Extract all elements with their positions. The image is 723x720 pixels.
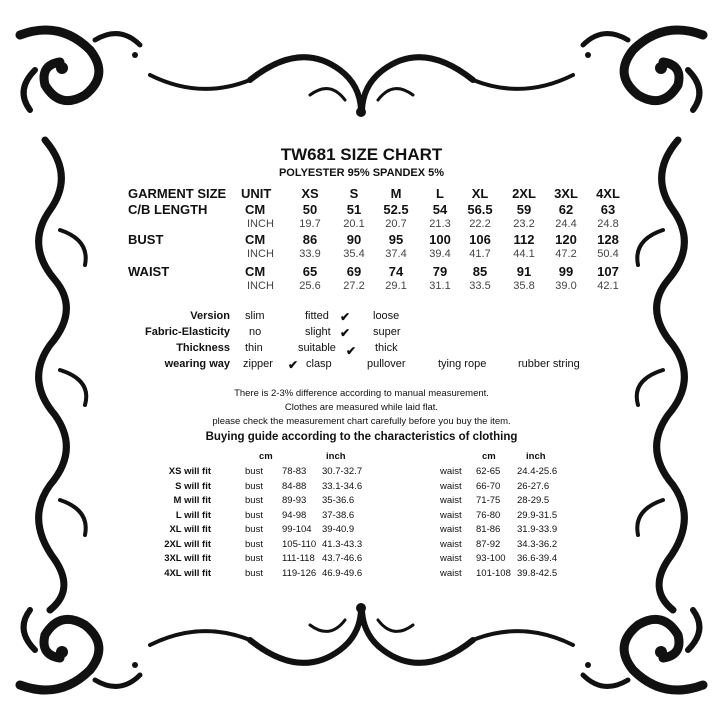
guide-bust-inch: 46.9-49.6 bbox=[322, 567, 363, 579]
size-inch-value: 39.4 bbox=[429, 248, 451, 260]
size-row-label: C/B LENGTH bbox=[128, 202, 208, 217]
size-column-header: M bbox=[390, 186, 402, 201]
guide-waist-label: waist bbox=[440, 553, 462, 564]
right-side-ornament bbox=[637, 140, 685, 610]
page-title: TW681 SIZE CHART bbox=[280, 145, 443, 164]
attribute-label: Thickness bbox=[176, 342, 230, 354]
size-inch-value: 47.2 bbox=[555, 248, 577, 260]
size-table-unit-label: UNIT bbox=[241, 186, 272, 201]
attribute-option: thin bbox=[245, 342, 263, 354]
size-column-header: 2XL bbox=[512, 186, 536, 201]
size-inch-value: 50.4 bbox=[597, 248, 619, 260]
unit-cm-label: CM bbox=[245, 264, 266, 279]
note-line: There is 2-3% difference according to manual measurement. bbox=[234, 388, 489, 399]
size-inch-value: 25.6 bbox=[299, 280, 321, 292]
left-side-ornament bbox=[39, 140, 87, 610]
attribute-option: pullover bbox=[367, 358, 406, 370]
guide-cm-header: cm bbox=[259, 451, 273, 462]
size-inch-value: 33.5 bbox=[469, 280, 491, 292]
guide-fit-label: S will fit bbox=[175, 480, 211, 492]
guide-waist-inch: 24.4-25.6 bbox=[517, 466, 558, 477]
check-icon: ✔ bbox=[340, 326, 351, 340]
size-inch-value: 31.1 bbox=[429, 280, 451, 292]
guide-waist-cm: 76-80 bbox=[476, 509, 501, 521]
size-inch-value: 23.2 bbox=[513, 218, 535, 230]
unit-cm-label: CM bbox=[245, 232, 266, 247]
attribute-label: Version bbox=[190, 310, 230, 322]
guide-waist-cm: 81-86 bbox=[476, 524, 501, 535]
corner-ornament-bottom-left bbox=[20, 610, 140, 690]
size-cm-value: 85 bbox=[472, 264, 488, 279]
unit-inch-label: INCH bbox=[247, 280, 274, 292]
size-inch-value: 35.8 bbox=[513, 280, 535, 292]
size-cm-value: 74 bbox=[388, 264, 404, 279]
guide-bust-label: bust bbox=[245, 567, 263, 579]
guide-bust-inch: 35-36.6 bbox=[322, 495, 355, 506]
guide-waist-inch: 28-29.5 bbox=[517, 495, 550, 506]
guide-waist-label: waist bbox=[440, 480, 462, 492]
attribute-option: zipper bbox=[243, 358, 273, 370]
unit-cm-label: CM bbox=[245, 202, 266, 217]
size-inch-value: 20.1 bbox=[343, 218, 365, 230]
guide-bust-cm: 78-83 bbox=[282, 466, 307, 477]
size-cm-value: 128 bbox=[597, 232, 619, 247]
top-center-ornament bbox=[150, 57, 573, 110]
guide-cm-header: cm bbox=[482, 451, 496, 462]
guide-bust-label: bust bbox=[245, 524, 263, 535]
guide-waist-label: waist bbox=[440, 495, 462, 506]
size-inch-value: 22.2 bbox=[469, 218, 491, 230]
guide-waist-label: waist bbox=[440, 466, 462, 477]
size-column-header: L bbox=[436, 186, 444, 201]
corner-ornament-top-right bbox=[583, 30, 703, 110]
size-column-header: 3XL bbox=[554, 186, 578, 201]
size-cm-value: 65 bbox=[302, 264, 318, 279]
guide-bust-label: bust bbox=[245, 538, 263, 550]
size-inch-value: 41.7 bbox=[469, 248, 491, 260]
guide-waist-label: waist bbox=[440, 509, 462, 521]
size-cm-value: 106 bbox=[469, 232, 491, 247]
guide-bust-cm: 99-104 bbox=[282, 524, 312, 535]
size-inch-value: 27.2 bbox=[343, 280, 365, 292]
guide-bust-label: bust bbox=[245, 553, 263, 564]
note-line: please check the measurement chart carefully before you buy the item. bbox=[212, 416, 511, 427]
guide-bust-inch: 33.1-34.6 bbox=[322, 480, 363, 492]
guide-waist-cm: 101-108 bbox=[476, 567, 511, 579]
guide-waist-cm: 87-92 bbox=[476, 538, 501, 550]
check-icon: ✔ bbox=[340, 310, 351, 324]
size-cm-value: 63 bbox=[600, 202, 616, 217]
size-column-header: S bbox=[349, 186, 359, 201]
guide-title: Buying guide according to the characteristics of clothing bbox=[205, 431, 518, 443]
check-icon: ✔ bbox=[288, 358, 299, 372]
size-table-header-label: GARMENT SIZE bbox=[128, 186, 227, 201]
size-cm-value: 100 bbox=[429, 232, 451, 247]
guide-waist-inch: 34.3-36.2 bbox=[517, 538, 558, 550]
guide-bust-cm: 89-93 bbox=[282, 495, 307, 506]
guide-waist-cm: 66-70 bbox=[476, 480, 501, 492]
size-inch-value: 24.8 bbox=[597, 218, 619, 230]
attribute-option: loose bbox=[373, 310, 400, 322]
size-inch-value: 37.4 bbox=[385, 248, 407, 260]
size-cm-value: 56.5 bbox=[467, 202, 493, 217]
size-cm-value: 95 bbox=[388, 232, 404, 247]
guide-waist-label: waist bbox=[440, 524, 462, 535]
corner-ornament-bottom-right bbox=[583, 610, 703, 690]
attribute-option: no bbox=[249, 326, 262, 338]
attribute-option: thick bbox=[375, 342, 398, 354]
attribute-option: slight bbox=[305, 326, 331, 338]
attribute-option: super bbox=[373, 326, 401, 338]
guide-bust-inch: 43.7-46.6 bbox=[322, 553, 363, 564]
size-column-header: XL bbox=[471, 186, 489, 201]
guide-fit-label: 4XL will fit bbox=[164, 567, 211, 579]
attribute-label: wearing way bbox=[164, 358, 230, 370]
size-cm-value: 86 bbox=[302, 232, 318, 247]
size-cm-value: 99 bbox=[558, 264, 574, 279]
attribute-option: tying rope bbox=[438, 358, 487, 370]
bottom-center-ornament bbox=[150, 610, 573, 663]
guide-waist-cm: 71-75 bbox=[476, 495, 501, 506]
size-cm-value: 51 bbox=[346, 202, 362, 217]
guide-fit-label: XL will fit bbox=[169, 524, 211, 535]
attribute-option: clasp bbox=[306, 358, 332, 370]
size-inch-value: 20.7 bbox=[385, 218, 407, 230]
size-inch-value: 39.0 bbox=[555, 280, 577, 292]
guide-waist-inch: 29.9-31.5 bbox=[517, 509, 558, 521]
guide-fit-label: M will fit bbox=[173, 495, 211, 506]
guide-bust-inch: 39-40.9 bbox=[322, 524, 355, 535]
size-inch-value: 24.4 bbox=[555, 218, 577, 230]
guide-bust-cm: 84-88 bbox=[282, 480, 307, 492]
size-cm-value: 90 bbox=[346, 232, 362, 247]
size-inch-value: 19.7 bbox=[299, 218, 321, 230]
size-cm-value: 62 bbox=[558, 202, 574, 217]
guide-bust-cm: 119-126 bbox=[282, 567, 317, 579]
size-inch-value: 21.3 bbox=[429, 218, 451, 230]
guide-bust-cm: 105-110 bbox=[282, 538, 317, 550]
size-inch-value: 42.1 bbox=[597, 280, 619, 292]
size-cm-value: 120 bbox=[555, 232, 577, 247]
guide-bust-label: bust bbox=[245, 495, 263, 506]
material-label: POLYESTER 95% SPANDEX 5% bbox=[278, 167, 445, 179]
size-cm-value: 91 bbox=[516, 264, 532, 279]
guide-waist-inch: 39.8-42.5 bbox=[517, 567, 558, 579]
size-column-header: 4XL bbox=[596, 186, 620, 201]
size-cm-value: 112 bbox=[513, 232, 535, 247]
attribute-option: suitable bbox=[298, 342, 336, 354]
size-cm-value: 107 bbox=[597, 264, 619, 279]
guide-inch-header: inch bbox=[526, 451, 546, 462]
attribute-option: fitted bbox=[305, 310, 329, 322]
size-row-label: BUST bbox=[128, 232, 164, 247]
guide-bust-cm: 111-118 bbox=[282, 553, 315, 564]
guide-waist-cm: 93-100 bbox=[476, 553, 506, 564]
guide-waist-label: waist bbox=[440, 538, 462, 550]
guide-waist-inch: 36.6-39.4 bbox=[517, 553, 558, 564]
unit-inch-label: INCH bbox=[247, 218, 274, 230]
guide-bust-label: bust bbox=[245, 480, 263, 492]
size-inch-value: 29.1 bbox=[385, 280, 407, 292]
corner-ornament-top-left bbox=[20, 30, 140, 110]
guide-bust-label: bust bbox=[245, 509, 263, 521]
guide-bust-inch: 30.7-32.7 bbox=[322, 466, 363, 477]
attribute-option: slim bbox=[245, 310, 265, 322]
size-inch-value: 35.4 bbox=[343, 248, 365, 260]
guide-waist-inch: 31.9-33.9 bbox=[517, 524, 558, 535]
size-cm-value: 79 bbox=[432, 264, 448, 279]
guide-bust-cm: 94-98 bbox=[282, 509, 307, 521]
guide-waist-inch: 26-27.6 bbox=[517, 480, 550, 492]
size-cm-value: 50 bbox=[302, 202, 318, 217]
guide-fit-label: 2XL will fit bbox=[164, 538, 211, 550]
size-inch-value: 44.1 bbox=[513, 248, 535, 260]
size-cm-value: 59 bbox=[516, 202, 532, 217]
size-cm-value: 69 bbox=[346, 264, 362, 279]
guide-bust-inch: 41.3-43.3 bbox=[322, 538, 363, 550]
guide-fit-label: XS will fit bbox=[168, 466, 211, 477]
unit-inch-label: INCH bbox=[247, 248, 274, 260]
size-cm-value: 54 bbox=[432, 202, 448, 217]
guide-fit-label: 3XL will fit bbox=[164, 553, 211, 564]
check-icon: ✔ bbox=[346, 344, 357, 358]
attribute-option: rubber string bbox=[518, 358, 580, 370]
guide-fit-label: L will fit bbox=[175, 509, 211, 521]
size-row-label: WAIST bbox=[128, 264, 170, 279]
guide-waist-label: waist bbox=[440, 567, 462, 579]
note-line: Clothes are measured while laid flat. bbox=[284, 402, 439, 413]
size-column-header: XS bbox=[301, 186, 319, 201]
guide-bust-label: bust bbox=[245, 466, 263, 477]
size-cm-value: 52.5 bbox=[383, 202, 409, 217]
size-inch-value: 33.9 bbox=[299, 248, 321, 260]
guide-bust-inch: 37-38.6 bbox=[322, 509, 355, 521]
guide-inch-header: inch bbox=[326, 451, 346, 462]
attribute-label: Fabric-Elasticity bbox=[145, 326, 230, 338]
guide-waist-cm: 62-65 bbox=[476, 466, 501, 477]
